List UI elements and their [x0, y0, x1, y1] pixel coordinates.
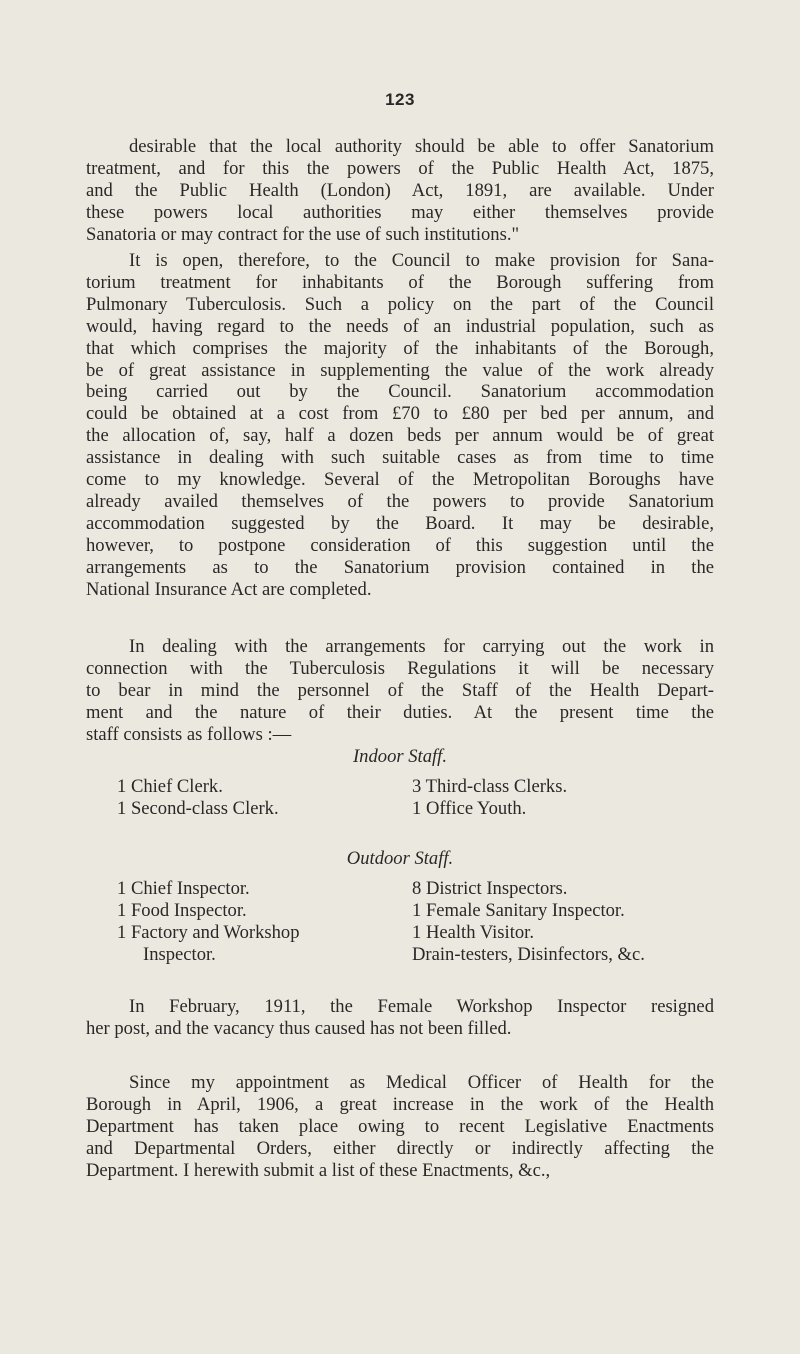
- staff-entry: 1 Health Visitor.: [412, 922, 534, 943]
- text-line: It is open, therefore, to the Council to make provision for Sana-: [129, 250, 714, 271]
- text-line: and the Public Health (London) Act, 1891, are available. Under: [86, 179, 714, 201]
- text-line: staff consists as follows :—: [86, 723, 292, 745]
- text-line: ment and the nature of their duties. At the present time the: [86, 701, 714, 723]
- text-line: however, to postpone consideration of this suggestion until the: [86, 534, 714, 556]
- text-line: Sanatoria or may contract for the use of such institutions.": [86, 223, 520, 245]
- paragraph-sanatoria-powers: [86, 136, 714, 246]
- staff-entry: 3 Third-class Clerks.: [412, 776, 568, 797]
- staff-entry: 1 Office Youth.: [412, 798, 527, 819]
- text-line: Department has taken place owing to recent Legislative Enactments: [86, 1115, 714, 1137]
- indoor-staff-left: [117, 776, 279, 820]
- text-line: to bear in mind the personnel of the Staff of the Health Depart-: [86, 679, 714, 701]
- text-line: Pulmonary Tuberculosis. Such a policy on the part of the Council: [86, 293, 714, 315]
- text-line: Since my appointment as Medical Officer of Health for the: [129, 1072, 714, 1093]
- indoor-staff-heading: Indoor Staff.: [352, 746, 447, 767]
- staff-entry: 1 Chief Inspector.: [117, 878, 250, 899]
- paragraph-council-provision: [86, 250, 714, 601]
- paragraph-staff-personnel: [86, 636, 714, 746]
- staff-entry: Drain-testers, Disinfectors, &c.: [412, 944, 645, 965]
- text-line: the allocation of, say, half a dozen beds per annum would be of great: [86, 425, 714, 447]
- staff-entry: Inspector.: [143, 944, 216, 965]
- staff-entry: 8 District Inspectors.: [412, 878, 568, 899]
- text-line: be of great assistance in supplementing the value of the work already: [86, 359, 714, 381]
- indoor-staff-right: [412, 776, 567, 820]
- staff-entry: 1 Factory and Workshop: [117, 922, 300, 943]
- text-line: Department. I herewith submit a list of these Enactments, &c.,: [86, 1159, 551, 1181]
- text-line: National Insurance Act are completed.: [86, 578, 372, 600]
- staff-entry: 1 Second-class Clerk.: [117, 798, 279, 819]
- text-line: treatment, and for this the powers of the Public Health Act, 1875,: [86, 157, 714, 179]
- text-line: torium treatment for inhabitants of the Borough suffering from: [86, 271, 714, 293]
- text-line: could be obtained at a cost from £70 to £80 per bed per annum, and: [86, 403, 714, 425]
- page-number: 123: [385, 90, 415, 109]
- text-line: being carried out by the Council. Sanatorium accommodation: [86, 381, 714, 403]
- text-line: her post, and the vacancy thus caused has not been filled.: [86, 1017, 512, 1039]
- outdoor-staff-left: [117, 878, 300, 966]
- outdoor-staff-right: [412, 878, 645, 966]
- paragraph-february-1911: [86, 996, 714, 1040]
- text-line: come to my knowledge. Several of the Metropolitan Boroughs have: [86, 469, 714, 491]
- outdoor-staff-heading: Outdoor Staff.: [346, 848, 454, 869]
- staff-entry: 1 Chief Clerk.: [117, 776, 223, 797]
- staff-entry: 1 Female Sanitary Inspector.: [412, 900, 625, 921]
- paragraph-appointment: [86, 1072, 714, 1182]
- text-line: desirable that the local authority should be able to offer Sanatorium: [129, 136, 714, 157]
- text-line: accommodation suggested by the Board. It may be desirable,: [86, 512, 714, 534]
- text-line: these powers local authorities may either themselves provide: [86, 201, 714, 223]
- text-line: that which comprises the majority of the inhabitants of the Borough,: [86, 337, 714, 359]
- text-line: arrangements as to the Sanatorium provision contained in the: [86, 556, 714, 578]
- text-line: and Departmental Orders, either directly or indirectly affecting the: [86, 1137, 714, 1159]
- text-line: Borough in April, 1906, a great increase in the work of the Health: [86, 1093, 714, 1115]
- text-line: assistance in dealing with such suitable cases as from time to time: [86, 447, 714, 469]
- text-line: In dealing with the arrangements for carrying out the work in: [129, 636, 714, 657]
- text-line: In February, 1911, the Female Workshop Inspector resigned: [129, 996, 714, 1017]
- staff-entry: 1 Food Inspector.: [117, 900, 247, 921]
- text-line: connection with the Tuberculosis Regulations it will be necessary: [86, 657, 714, 679]
- text-line: would, having regard to the needs of an industrial population, such as: [86, 315, 714, 337]
- text-line: already availed themselves of the powers to provide Sanatorium: [86, 490, 714, 512]
